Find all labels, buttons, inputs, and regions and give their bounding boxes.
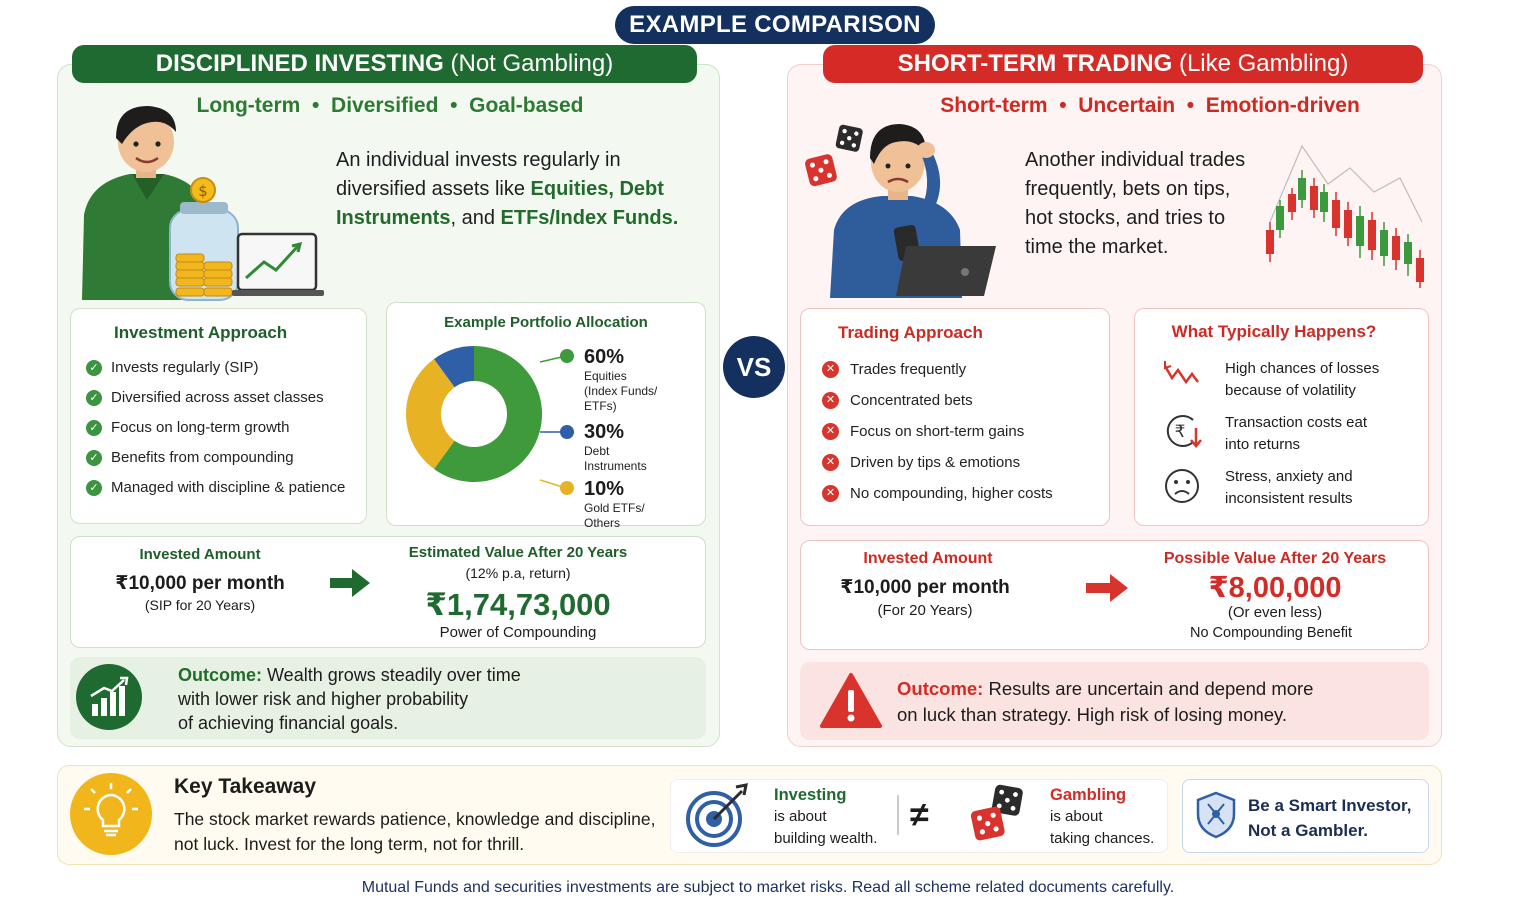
estimated-value-title: Estimated Value After 20 Years (408, 544, 628, 561)
allocation-legend-debt: 30% Debt Instruments (584, 421, 647, 473)
possible-value: ₹8,00,000 (1208, 572, 1342, 604)
what-happens-title: What Typically Happens? (1171, 322, 1377, 341)
allocation-donut-chart (402, 342, 546, 486)
happens-item-2: Transaction costs eat into returns (1225, 414, 1368, 453)
arrow-right-icon (328, 567, 372, 599)
left-header-main: DISCIPLINED INVESTING (155, 50, 444, 77)
sad-face-icon (1163, 467, 1201, 505)
divider (897, 795, 899, 835)
smart-investor-text: Be a Smart Investor, Not a Gambler. (1248, 796, 1412, 840)
right-description: Another individual trades frequently, bets on tips, hot stocks, and tries to time the market. (1025, 149, 1246, 258)
trading-approach-title: Trading Approach (838, 323, 983, 342)
invested-amount-note: (SIP for 20 Years) (144, 597, 256, 613)
check-icon: ✓ (86, 420, 102, 436)
left-tagline: Long-term • Diversified • Goal-based (196, 94, 584, 117)
list-item: ✓ Managed with discipline & patience (86, 479, 345, 496)
list-item: ✕ No compounding, higher costs (822, 485, 1053, 502)
invested-amount-value: ₹10,000 per month (115, 573, 285, 594)
investor-illustration-icon (72, 100, 327, 305)
check-icon: ✓ (86, 390, 102, 406)
right-invested-amount-note: (For 20 Years) (877, 602, 973, 619)
investing-text: Investing is about building wealth. (774, 786, 878, 847)
cross-icon: ✕ (822, 485, 839, 502)
vs-badge: VS (723, 336, 785, 398)
left-header-sub: (Not Gambling) (450, 50, 614, 77)
gambling-text: Gambling is about taking chances. (1050, 786, 1155, 847)
list-item: ✕ Trades frequently (822, 361, 966, 378)
happens-item-1: High chances of losses because of volatility (1225, 360, 1380, 399)
list-item: ✕ Concentrated bets (822, 392, 973, 409)
estimated-rate: (12% p.a, return) (465, 565, 571, 581)
key-takeaway-text: The stock market rewards patience, knowledge and discipline, not luck. Invest for the long term, not for thrill. (174, 809, 656, 854)
allocation-legend-gold: 10% Gold ETFs/ Others (584, 478, 645, 530)
list-item: ✓ Invests regularly (SIP) (86, 359, 259, 376)
happens-item-3: Stress, anxiety and inconsistent results (1225, 468, 1353, 507)
svg-text:₹: ₹ (1174, 422, 1186, 442)
check-icon: ✓ (86, 480, 102, 496)
cross-icon: ✕ (822, 392, 839, 409)
portfolio-allocation-title: Example Portfolio Allocation (444, 314, 648, 331)
shield-icon (1194, 790, 1238, 840)
right-header-main: SHORT-TERM TRADING (897, 50, 1173, 77)
rupee-cost-icon (1163, 412, 1203, 450)
dice-icon (966, 782, 1032, 848)
svg-text:$: $ (198, 182, 208, 200)
possible-note-1: (Or even less) (1227, 604, 1323, 621)
list-item: ✓ Benefits from compounding (86, 449, 294, 466)
list-item: ✓ Diversified across asset classes (86, 389, 324, 406)
target-icon (684, 783, 750, 849)
invested-amount-title: Invested Amount (139, 546, 261, 563)
estimated-note: Power of Compounding (439, 624, 597, 641)
key-takeaway-title: Key Takeaway (174, 775, 317, 798)
trader-illustration-icon (800, 118, 1010, 300)
cross-icon: ✕ (822, 361, 839, 378)
cross-icon: ✕ (822, 454, 839, 471)
right-invested-amount-title: Invested Amount (863, 550, 993, 567)
growth-chart-icon (76, 664, 142, 730)
check-icon: ✓ (86, 450, 102, 466)
investment-approach-title: Investment Approach (114, 323, 288, 342)
cross-icon: ✕ (822, 423, 839, 440)
list-item: ✕ Focus on short-term gains (822, 423, 1024, 440)
arrow-right-icon (1084, 572, 1130, 604)
list-item: ✓ Focus on long-term growth (86, 419, 289, 436)
not-equal-sign: ≠ (910, 796, 929, 834)
page-title: EXAMPLE COMPARISON (615, 6, 935, 44)
lightbulb-icon (70, 773, 152, 855)
right-tagline: Short-term • Uncertain • Emotion-driven (940, 94, 1360, 117)
possible-note-2: No Compounding Benefit (1189, 625, 1353, 641)
warning-icon (820, 672, 882, 730)
allocation-leader-lines (540, 340, 580, 500)
right-invested-amount-value: ₹10,000 per month (840, 577, 1010, 598)
right-header-sub: (Like Gambling) (1178, 50, 1349, 77)
disciplined-investing-header (72, 45, 697, 83)
candlestick-chart-icon (1262, 142, 1434, 292)
check-icon: ✓ (86, 360, 102, 376)
loss-trend-icon (1162, 358, 1202, 388)
left-outcome-text: Outcome: Wealth grows steadily over time with lower risk and higher probability of achieving financial goals. (178, 665, 521, 733)
list-item: ✕ Driven by tips & emotions (822, 454, 1020, 471)
right-outcome-text: Outcome: Results are uncertain and depend more on luck than strategy. High risk of losing money. (897, 678, 1314, 725)
allocation-legend-equities: 60% Equities (Index Funds/ ETFs) (584, 346, 658, 413)
disclaimer: Mutual Funds and securities investments are subject to market risks. Read all scheme related documents carefully. (361, 879, 1175, 896)
short-term-trading-header (823, 45, 1423, 83)
possible-value-title: Possible Value After 20 Years (1163, 550, 1387, 567)
left-description: An individual invests regularly in diversified assets like Equities, Debt Instruments, and ETFs/Index Funds. (336, 149, 679, 229)
estimated-value: ₹1,74,73,000 (425, 587, 611, 622)
